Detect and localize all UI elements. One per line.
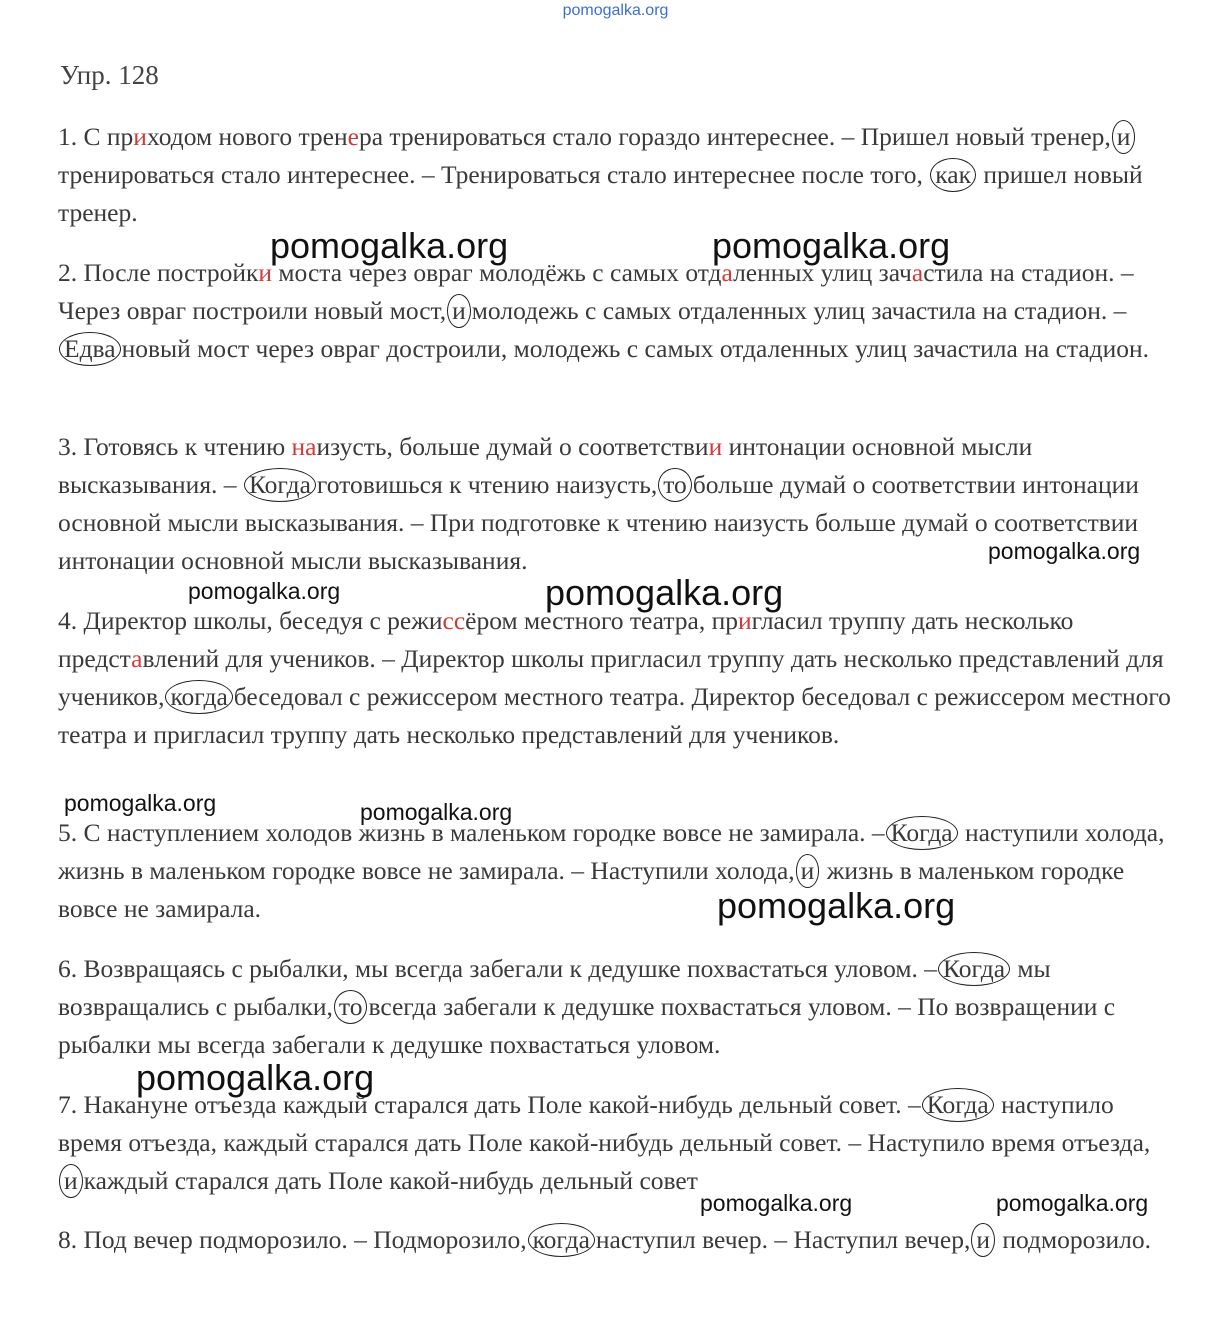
highlighted-letter: на (291, 432, 317, 461)
paragraph-8 (58, 1221, 1173, 1259)
text-segment: готовишься к чтению наизусть, (316, 470, 658, 499)
watermark: pomogalka.org (700, 1190, 853, 1216)
paragraph-1 (58, 118, 1173, 232)
text-segment: наступил вечер. – Наступил вечер, (595, 1225, 971, 1254)
text-segment: 8. Под вечер подморозило. – Подморозило, (58, 1225, 527, 1254)
text-segment: беседовал с режиссером местного театра. Директор беседовал с режиссером местного театра и пригласил труппу дать несколько представлений для учеников. (58, 682, 1171, 749)
circled-conjunction: и (59, 1164, 83, 1198)
circled-conjunction: то (334, 990, 368, 1024)
paragraph-7 (58, 1086, 1173, 1200)
site-link[interactable]: pomogalka.org (562, 2, 669, 19)
text-segment: больше думай о соответствии интонации основной мысли высказывания. – При подготовке к чтению наизусть больше думай о соответствии интонации основной мысли высказывания. (58, 470, 1139, 575)
text-segment: мы возвращались с рыбалки, (58, 954, 1051, 1021)
text-segment: 2. После постройк (58, 258, 259, 287)
text-segment: жизнь в маленьком городке вовсе не замирала. (58, 856, 1125, 923)
text-segment: подморозило. (995, 1225, 1151, 1254)
watermark: pomogalka.org (545, 572, 784, 613)
circled-conjunction: то (658, 468, 692, 502)
text-segment: наступили холода, жизнь в маленьком городке вовсе не замирала. – Наступили холода, (58, 818, 1165, 885)
circled-conjunction: и (447, 294, 471, 328)
text-segment: тренироваться стало интереснее. – Тренироваться стало интереснее после того, (58, 160, 930, 189)
highlighted-letter: е (347, 122, 359, 151)
circled-conjunction: Когда (922, 1088, 994, 1122)
circled-conjunction: Едва (59, 332, 121, 366)
circled-conjunction: и (796, 854, 820, 888)
highlighted-letter: а (131, 644, 143, 673)
paragraph-2 (58, 254, 1173, 368)
text-segment: изусть, больше думай о соответстви (316, 432, 709, 461)
text-segment: моста через овраг молодёжь с самых отд (272, 258, 722, 287)
watermark: pomogalka.org (270, 225, 509, 266)
highlighted-letter: и (708, 432, 723, 461)
text-segment: ра тренироваться стало гораздо интереснее. – Пришел новый тренер, (358, 122, 1111, 151)
circled-conjunction: Когда (938, 952, 1010, 986)
text-segment: 1. С пр (58, 122, 134, 151)
paragraph-6 (58, 950, 1173, 1064)
circled-conjunction: и (1112, 120, 1136, 154)
highlighted-letter: а (721, 258, 734, 287)
circled-conjunction: Когда (244, 468, 316, 502)
text-segment: ёром местного театра, пр (465, 606, 739, 635)
circled-conjunction: Когда (886, 816, 958, 850)
text-segment: 5. С наступлением холодов жизнь в маленьком городке вовсе не замирала. – (58, 818, 885, 847)
text-segment: влений для учеников. – Директор школы пригласил труппу дать несколько представлений для учеников, (58, 644, 1164, 711)
text-segment: пришел новый тренер. (58, 160, 1143, 227)
text-segment: ленных улиц зач (733, 258, 912, 287)
text-segment: молодежь с самых отдаленных улиц зачастила на стадион. – (471, 296, 1127, 325)
text-segment: 6. Возвращаясь с рыбалки, мы всегда забегали к дедушке похвастаться уловом. – (58, 954, 938, 983)
circled-conjunction: как (930, 158, 976, 192)
highlighted-letter: а (911, 258, 924, 287)
highlighted-letter: и (133, 122, 147, 151)
text-segment: наступило время отъезда, каждый старался дать Поле какой-нибудь дельный совет. – Наступило время отъезда, (58, 1090, 1151, 1157)
paragraph-5 (58, 814, 1173, 928)
watermark: pomogalka.org (996, 1190, 1149, 1216)
text-segment: 3. Готовясь к чтению (58, 432, 292, 461)
exercise-title: Упр. 128 (60, 60, 159, 90)
circled-conjunction: и (971, 1223, 995, 1257)
watermark: pomogalka.org (717, 885, 956, 926)
watermark: pomogalka.org (188, 578, 341, 604)
text-segment: новый мост через овраг достроили, молодежь с самых отдаленных улиц зачастила на стадион. (121, 334, 1150, 363)
circled-conjunction: когда (528, 1223, 595, 1257)
highlighted-letter: сс (442, 606, 466, 635)
text-segment: стила на стадион. – Через овраг построили новый мост, (58, 258, 1134, 325)
text-segment: гласил труппу дать несколько предст (58, 606, 1074, 673)
highlighted-letter: и (738, 606, 752, 635)
watermark: pomogalka.org (136, 1057, 375, 1098)
watermark: pomogalka.org (988, 538, 1141, 564)
watermark: pomogalka.org (360, 799, 513, 825)
text-segment: интонации основной мысли высказывания. – (58, 432, 1033, 499)
paragraph-4 (58, 602, 1173, 754)
text-segment: 7. Накануне отъезда каждый старался дать Поле какой-нибудь дельный совет. – (58, 1090, 921, 1119)
text-segment: всегда забегали к дедушке похвастаться уловом. – По возвращении с рыбалки мы всегда забегали к дедушке похвастаться уловом. (58, 992, 1116, 1059)
watermark: pomogalka.org (712, 225, 951, 266)
text-segment: каждый старался дать Поле какой-нибудь дельный совет (83, 1166, 698, 1195)
circled-conjunction: когда (165, 680, 232, 714)
highlighted-letter: и (258, 258, 273, 287)
text-segment: ходом нового трен (146, 122, 348, 151)
text-segment: 4. Директор школы, беседуя с режи (58, 606, 443, 635)
watermark: pomogalka.org (64, 790, 217, 816)
